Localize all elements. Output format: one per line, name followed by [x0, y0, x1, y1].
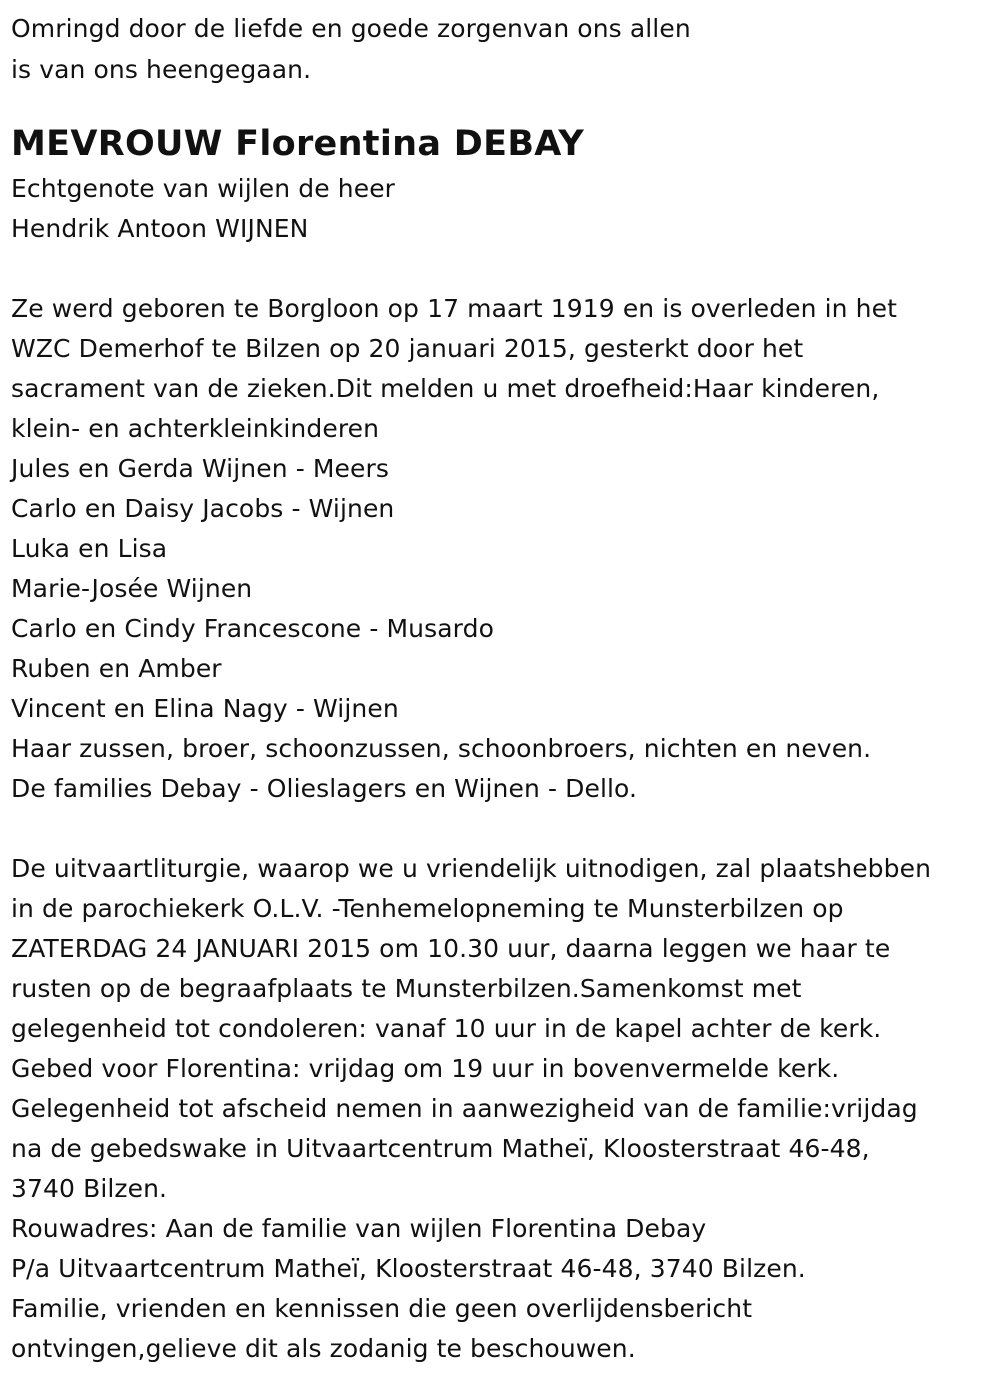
funeral-details	[11, 849, 991, 1369]
funeral-line: Gebed voor Florentina: vrijdag om 19 uur in bovenvermelde kerk.	[11, 1054, 840, 1083]
announcement-line: klein- en achterkleinkinderen	[11, 414, 380, 443]
spouse-text	[11, 169, 991, 249]
funeral-line: ZATERDAG 24 JANUARI 2015 om 10.30 uur, daarna leggen we haar te	[11, 934, 891, 963]
family-member-line: De families Debay - Olieslagers en Wijnen - Dello.	[11, 774, 638, 803]
intro-line: Omringd door de liefde en goede zorgenvan ons allen	[11, 14, 691, 43]
funeral-line: 3740 Bilzen.	[11, 1174, 168, 1203]
announcement-line: Ze werd geboren te Borgloon op 17 maart 1919 en is overleden in het	[11, 294, 897, 323]
spouse-line: Echtgenote van wijlen de heer	[11, 174, 396, 203]
closing-line: Familie, vrienden en kennissen die geen overlijdensbericht	[11, 1294, 753, 1323]
family-member-line: Ruben en Amber	[11, 654, 222, 683]
funeral-line: na de gebedswake in Uitvaartcentrum Matheï, Kloosterstraat 46-48,	[11, 1134, 870, 1163]
announcement-line: WZC Demerhof te Bilzen op 20 januari 2015, gesterkt door het	[11, 334, 804, 363]
funeral-line: gelegenheid tot condoleren: vanaf 10 uur in de kapel achter de kerk.	[11, 1014, 882, 1043]
funeral-line: De uitvaartliturgie, waarop we u vriendelijk uitnodigen, zal plaatshebben	[11, 854, 932, 883]
mourning-address-line: P/a Uitvaartcentrum Matheï, Kloosterstraat 46-48, 3740 Bilzen.	[11, 1254, 806, 1283]
family-announcement	[11, 289, 991, 809]
family-member-line: Luka en Lisa	[11, 534, 168, 563]
family-member-line: Vincent en Elina Nagy - Wijnen	[11, 694, 399, 723]
paragraph-spacer	[11, 249, 991, 289]
obituary-notice	[11, 8, 991, 1369]
deceased-name: MEVROUW Florentina DEBAY	[11, 124, 584, 164]
family-member-line: Jules en Gerda Wijnen - Meers	[11, 454, 389, 483]
announcement-line: sacrament van de zieken.Dit melden u met droefheid:Haar kinderen,	[11, 374, 880, 403]
family-member-line: Carlo en Daisy Jacobs - Wijnen	[11, 494, 395, 523]
intro-text	[11, 8, 991, 90]
family-member-line: Marie-Josée Wijnen	[11, 574, 253, 603]
funeral-line: rusten op de begraafplaats te Munsterbilzen.Samenkomst met	[11, 974, 802, 1003]
paragraph-spacer	[11, 809, 991, 849]
family-member-line: Haar zussen, broer, schoonzussen, schoonbroers, nichten en neven.	[11, 734, 872, 763]
intro-line: is van ons heengegaan.	[11, 55, 312, 84]
funeral-line: in de parochiekerk O.L.V. -Tenhemelopneming te Munsterbilzen op	[11, 894, 844, 923]
funeral-line: Gelegenheid tot afscheid nemen in aanwezigheid van de familie:vrijdag	[11, 1094, 918, 1123]
closing-line: ontvingen,gelieve dit als zodanig te beschouwen.	[11, 1334, 636, 1363]
spouse-line: Hendrik Antoon WIJNEN	[11, 214, 309, 243]
family-member-line: Carlo en Cindy Francescone - Musardo	[11, 614, 494, 643]
mourning-address-line: Rouwadres: Aan de familie van wijlen Florentina Debay	[11, 1214, 707, 1243]
